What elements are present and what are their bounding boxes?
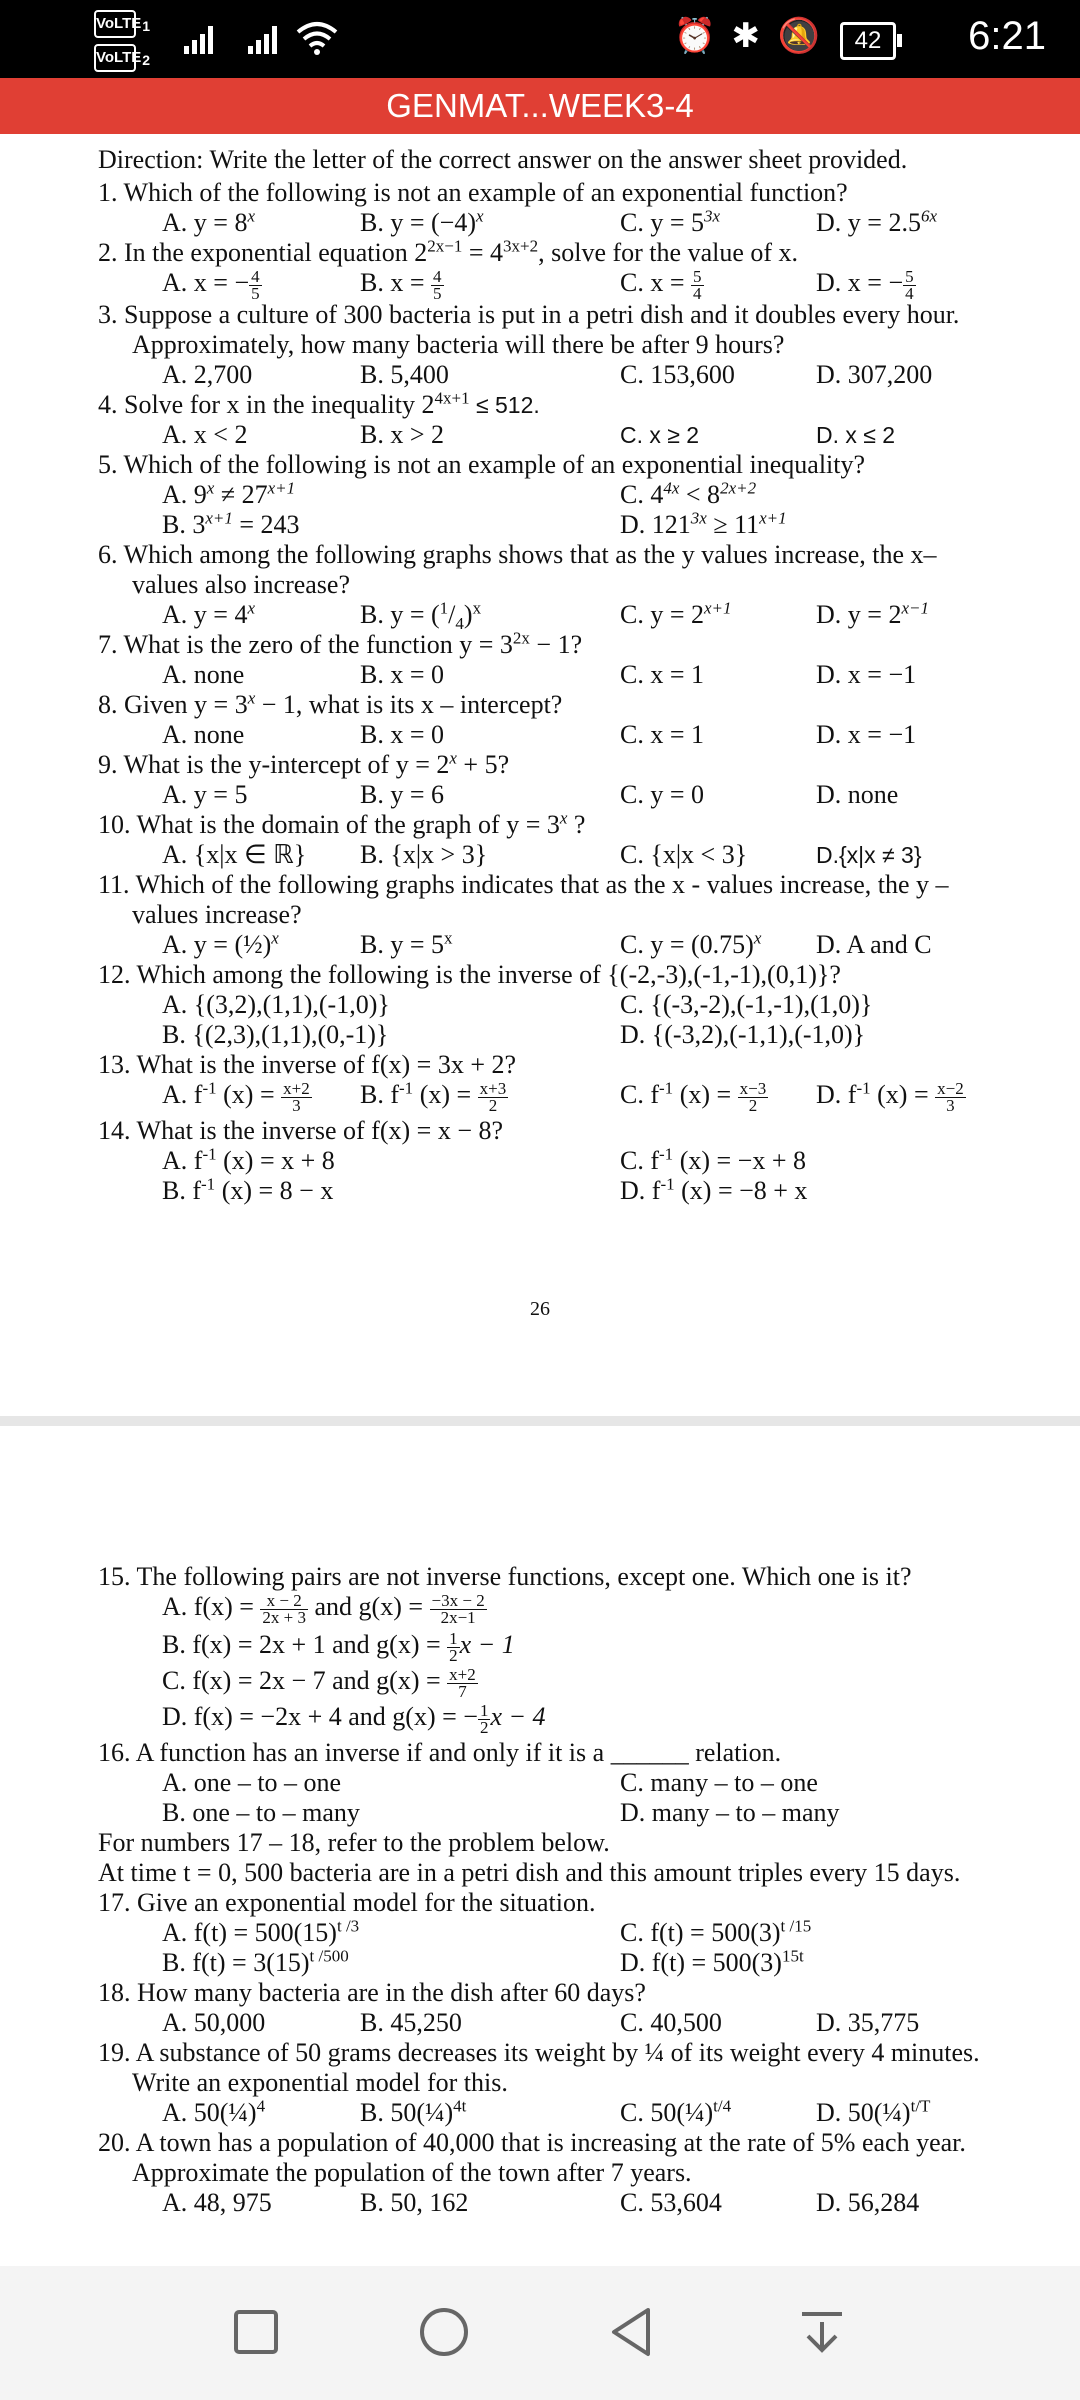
choices-20 [98,2188,982,2218]
question-3: 3. Suppose a culture of 300 bacteria is put in a petri dish and it doubles every hour. Approximately, how many bacteria will there be after 9 hours? [98,300,960,359]
back-button[interactable] [606,2306,658,2358]
question-6: 6. Which among the following graphs shows that as the y values increase, the x– values also increase? [98,540,937,599]
choice-c: C. x = 1 [620,720,705,749]
choice-b: B. one – to – many [162,1798,360,1827]
reference-note: For numbers 17 – 18, refer to the problem below. [98,1828,610,1857]
choice-a: A. $f^{-1}$ (x) = $\frac{x+2}{3}$ [162,1078,310,1115]
choice-b: B. {(2,3),(1,1),(0,-1)} [162,1020,389,1049]
choice-c: C. x = 1 [620,660,705,689]
choices-5-row-2 [98,510,982,540]
battery-icon [840,22,896,60]
choice-d: D. $f(t) = 500(3)^{15t}$ [620,1946,804,1977]
choice-c: C. x ≥ 2 [620,422,700,448]
question-18: 18. How many bacteria are in the dish after 60 days? [98,1978,646,2007]
choice-b: B. 50, 162 [360,2188,469,2217]
page-content [98,146,982,1206]
choice-a: A. one – to – one [162,1768,342,1797]
choice-d: D. 56,284 [816,2188,920,2217]
question-8: 8. Given $y = 3^x - 1$, what is its x – intercept? [98,688,563,719]
choice-b: B. x = 0 [360,720,445,749]
choice-c: C. many – to – one [620,1768,818,1797]
status-bar [0,0,1080,78]
choice-d: D. x = −1 [816,660,917,689]
question-9: 9. What is the y-intercept of $y = 2^x + 5$? [98,748,510,779]
choice-d: D. $121^{3x} \ge 11^{x+1}$ [620,508,787,539]
choices-2 [98,266,982,303]
choice-c: C. $f^{-1}$ (x) = −x + 8 [620,1144,806,1175]
choice-c: C. $y = 5^{3x}$ [620,206,721,237]
choice-c: C. 53,604 [620,2188,722,2217]
choice-a: A. 48, 975 [162,2188,272,2217]
choice-a: A. $y = 8^x$ [162,206,255,237]
question-2: 2. In the exponential equation $2^{2x-1} = 4^{3x+2}$, solve for the value of x. [98,236,799,267]
choice-c: C. f(x) = 2x − 7 and g(x) = $\frac{x+2}{7}$ [162,1664,476,1701]
choices-14-row-1 [98,1146,982,1176]
question-15: 15. The following pairs are not inverse functions, except one. Which one is it? [98,1562,912,1591]
page-separator [0,1416,1080,1426]
question-11: 11. Which of the following graphs indicates that as the x - values increase, the y – values increase? [98,870,949,929]
home-button[interactable] [418,2306,470,2358]
volte-label: VoLTE [96,49,142,66]
choice-b: B. $y = 5^x$ [360,928,453,959]
choices-3 [98,360,982,390]
choice-b: B. $y = (^1/_4)^x$ [360,598,482,634]
question-4: 4. Solve for x in the inequality $2^{4x+1} \le 512$. [98,388,540,419]
choice-d: D. $y = 2^{x-1}$ [816,598,929,629]
notifications-button[interactable] [796,2306,848,2358]
choice-d: D. x = − $\frac{5}{4}$ [816,266,914,303]
choices-13 [98,1080,982,1116]
choice-d: D. x ≤ 2 [816,422,896,448]
choices-10 [98,840,982,870]
question-14: 14. What is the inverse of f(x) = x − 8? [98,1116,504,1145]
choices-12-row-2 [98,1020,982,1050]
choice-b: B. $f^{-1}$ (x) = $\frac{x+3}{2}$ [360,1078,507,1115]
choice-b: B. 5,400 [360,360,449,389]
choice-d: D. none [816,780,899,809]
choice-d: D. f(x) = −2x + 4 and g(x) = − $\frac{1}{2}$ x − 4 [162,1700,546,1737]
choice-a: A. x = − $\frac{4}{5}$ [162,266,260,303]
choice-b: B. x = 0 [360,660,445,689]
choice-d: D. $f^{-1}$ (x) = −8 + x [620,1174,808,1205]
choice-c: C. y = 0 [620,780,705,809]
choice-b: B. $3^{x+1} = 243$ [162,508,300,539]
choices-8 [98,720,982,750]
choice-a: A. y = 5 [162,780,248,809]
question-20: 20. A town has a population of 40,000 that is increasing at the rate of 5% each year. Approximate the population of the town after 7 years. [98,2128,966,2187]
page-content [98,1562,982,2218]
choice-d: D. 35,775 [816,2008,920,2037]
choice-d: D.{x|x ≠ 3} [816,842,922,868]
document-title: GENMAT...WEEK3-4 [386,87,694,124]
choice-b: B. x = $\frac{4}{5}$ [360,266,442,303]
document-page-2 [0,1426,1080,2266]
choice-a: A. none [162,720,245,749]
sim-number: 2 [142,52,150,68]
question-16: 16. A function has an inverse if and only if it is a ______ relation. [98,1738,782,1767]
mute-icon: 🔕 [777,17,820,55]
choice-a: A. f(x) = $\frac{x - 2}{2x + 3}$ and g(x) = $\frac{-3x - 2}{2x-1}$ [162,1590,485,1627]
choice-c: C. $y = 2^{x+1}$ [620,598,732,629]
choice-b: B. $y = (-4)^x$ [360,206,484,237]
choices-9 [98,780,982,810]
choice-a: A. x < 2 [162,420,248,449]
choices-14-row-2 [98,1176,982,1206]
problem-statement: At time t = 0, 500 bacteria are in a petri dish and this amount triples every 15 days. [98,1858,961,1887]
choice-a: A. 50(¼)$^4$ [162,2096,266,2127]
battery-level: 42 [854,27,882,54]
choice-b: B. 45,250 [360,2008,462,2037]
choices-17-row-1 [98,1918,982,1948]
choices-19 [98,2098,982,2128]
choice-a: A. $f(t) = 500(15)^{t /3}$ [162,1916,360,1947]
direction-text: Direction: Write the letter of the correct answer on the answer sheet provided. [98,145,908,174]
app-bar [0,78,1080,134]
choices-12-row-1 [98,990,982,1020]
wifi-icon [294,18,340,58]
choice-c: C. $f(t) = 500(3)^{t /15}$ [620,1916,812,1947]
choice-a: A. {x|x ∈ ℝ} [162,840,307,869]
choice-c: C. 153,600 [620,360,735,389]
question-12: 12. Which among the following is the inverse of {(-2,-3),(-1,-1),(0,1)}? [98,960,841,989]
choice-d: D. $f^{-1}$ (x) = $\frac{x-2}{3}$ [816,1078,964,1115]
choices-1 [98,208,982,238]
choice-c: C. $y = (0.75)^x$ [620,928,762,959]
choice-c: C. $4^{4x} < 8^{2x+2}$ [620,478,757,509]
volte-badge-1 [94,10,150,38]
choice-d: D. {(-3,2),(-1,1),(-1,0)} [620,1020,866,1049]
choice-a: A. $y = 4^x$ [162,598,255,629]
choice-b: B. 50(¼)$^{4t}$ [360,2096,467,2127]
volte-label: VoLTE [96,15,142,32]
choice-d: D. 307,200 [816,360,933,389]
choices-5-row-1 [98,480,982,510]
choice-b: B. $f(t) = 3(15)^{t /500}$ [162,1946,349,1977]
question-5: 5. Which of the following is not an example of an exponential inequality? [98,450,866,479]
choices-17-row-2 [98,1948,982,1978]
clock: 6:21 [968,14,1046,58]
choice-c: C. $f^{-1}$ (x) = $\frac{x-3}{2}$ [620,1078,767,1115]
choices-4 [98,420,982,450]
choice-d: D. $y = 2.5^{6x}$ [816,206,937,237]
choice-a: A. {(3,2),(1,1),(-1,0)} [162,990,390,1019]
alarm-icon: ⏰ [673,17,716,55]
choice-c: C. 50(¼)$^{t/4}$ [620,2096,732,2127]
choice-d: D. A and C [816,930,932,959]
choice-b: B. x > 2 [360,420,445,449]
choice-a: A. $9^x \ne 27^{x+1}$ [162,478,296,509]
question-17: 17. Give an exponential model for the situation. [98,1888,596,1917]
choice-b: B. y = 6 [360,780,445,809]
question-19: 19. A substance of 50 grams decreases its weight by ¼ of its weight every 4 minutes. Write an exponential model for this. [98,2038,980,2097]
choice-b: B. {x|x > 3} [360,840,488,869]
navigation-bar [0,2266,1080,2400]
choice-a: A. 2,700 [162,360,253,389]
choice-b: B. f(x) = 2x + 1 and g(x) = $\frac{1}{2}$ x − 1 [162,1628,515,1665]
choice-c: C. {(-3,-2),(-1,-1),(1,0)} [620,990,873,1019]
choices-16-row-1 [98,1768,982,1798]
question-13: 13. What is the inverse of f(x) = 3x + 2? [98,1050,517,1079]
choice-d: D. x = −1 [816,720,917,749]
question-10: 10. What is the domain of the graph of $y = 3^x$ ? [98,808,586,839]
choice-c: C. {x|x < 3} [620,840,748,869]
recents-button[interactable] [230,2306,282,2358]
choice-d: D. 50(¼)$^{t/T}$ [816,2096,931,2127]
bluetooth-icon: ✱ [731,17,760,55]
choice-a: A. y = (½)$^x$ [162,928,279,959]
choice-c: C. 40,500 [620,2008,722,2037]
choices-16-row-2 [98,1798,982,1828]
page-number: 26 [530,1298,550,1320]
choices-18 [98,2008,982,2038]
question-1: 1. Which of the following is not an example of an exponential function? [98,178,848,207]
sim-number: 1 [142,18,150,34]
choices-11 [98,930,982,960]
volte-badge-2 [94,44,150,72]
choice-b: B. $f^{-1}$ (x) = 8 − x [162,1174,334,1205]
choice-a: A. $f^{-1}$ (x) = x + 8 [162,1144,335,1175]
choice-d: D. many – to – many [620,1798,840,1827]
question-7: 7. What is the zero of the function $y = 3^{2x} - 1$? [98,628,583,659]
choice-a: A. 50,000 [162,2008,266,2037]
document-page-1 [0,134,1080,1416]
choices-7 [98,660,982,690]
choice-a: A. none [162,660,245,689]
choice-c: C. x = $\frac{5}{4}$ [620,266,702,303]
choices-6 [98,598,982,634]
